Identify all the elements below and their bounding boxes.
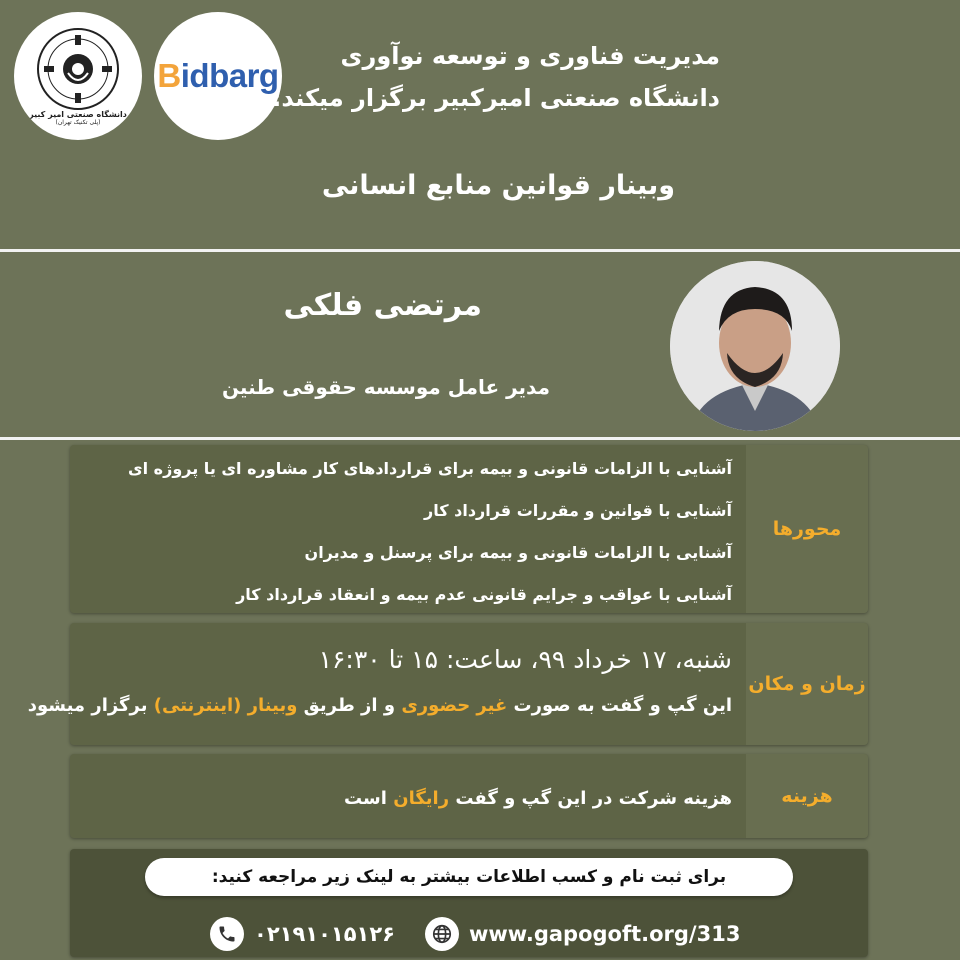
speaker-role: مدیر عامل موسسه حقوقی طنین [221,375,550,399]
cost-text-part: هزینه شرکت در این گپ و گفت [449,788,732,809]
university-name: دانشگاه صنعتی امیر کبیر [29,110,127,119]
cost-free-highlight: رایگان [393,788,450,809]
format-text-part: برگزار میشود [27,695,154,716]
host-line: دانشگاه صنعتی امیرکبیر برگزار میکند: [271,84,720,112]
cost-box [70,754,868,838]
speaker-photo [670,261,840,431]
bidbarg-logo [154,12,282,140]
bidbarg-wordmark [157,57,278,95]
divider-top [0,249,960,252]
bidbarg-first-letter: B [157,57,181,94]
time-place-label: زمان و مکان [746,623,868,745]
format-text-part: این گپ و گفت به صورت [507,695,732,716]
university-logo [14,12,142,140]
webinar-title: وبینار قوانین منابع انسانی [321,170,675,201]
time-place-box [27,623,868,745]
topic-item: آشنایی با عواقب و جرایم قانونی عدم بیمه و انعقاد قرارداد کار [236,585,732,604]
speaker-name: مرتضی فلکی [283,288,482,323]
cost-text [344,788,732,809]
date-time-text: شنبه، ۱۷ خرداد ۹۹، ساعت: ۱۵ تا ۱۶:۳۰ [318,645,732,674]
university-subname: (پلی تکنیک تهران) [55,119,101,126]
topic-item: آشنایی با الزامات قانونی و بیمه برای پرسنل و مدیران [304,543,732,562]
university-caption [14,110,142,126]
bidbarg-rest: idbarg [180,57,279,94]
speaker-portrait-icon [670,261,840,431]
topic-item: آشنایی با الزامات قانونی و بیمه برای قراردادهای کار مشاوره ای یا پروژه ای [127,459,732,478]
cost-text-part: است [344,788,394,809]
register-prompt: برای ثبت نام و کسب اطلاعات بیشتر به لینک زیر مراجعه کنید: [145,858,793,896]
divider-bottom [0,437,960,440]
cost-label: هزینه [746,754,868,838]
format-highlight-webinar: وبینار (اینترنتی) [153,695,298,716]
globe-icon [425,917,459,951]
phone-number: ۰۲۱۹۱۰۱۵۱۲۶ [254,922,395,946]
website-link[interactable] [425,915,740,953]
format-text-part: و از طریق [297,695,402,716]
organizer-line: مدیریت فناوری و توسعه نوآوری [340,42,720,70]
topic-item: آشنایی با قوانین و مقررات قرارداد کار [424,501,732,520]
format-text [28,695,732,716]
format-highlight-online: غیر حضوری [401,695,508,716]
topics-label: محورها [746,445,868,613]
phone-icon [210,917,244,951]
phone-contact[interactable] [210,915,395,953]
website-url: www.gapogoft.org/313 [469,922,741,946]
topics-box [70,445,868,613]
register-box [70,849,868,957]
